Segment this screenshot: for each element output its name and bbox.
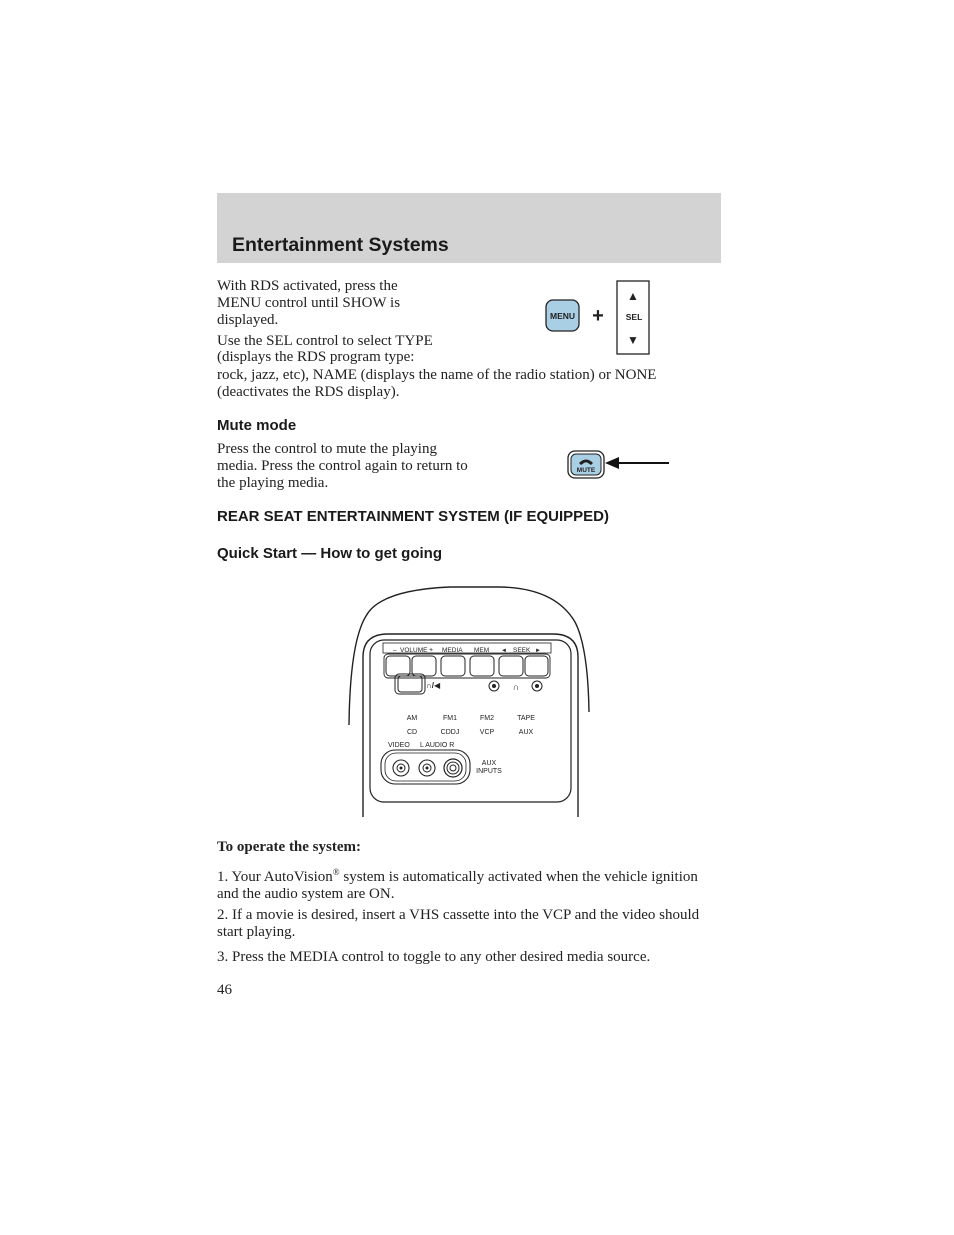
volume-label: VOLUME: [400, 647, 428, 654]
housing-outline: [349, 587, 589, 725]
pointer-arrow-head-icon: [605, 457, 619, 469]
mem-label: MEM: [474, 647, 490, 654]
aux-label: AUX: [518, 729, 534, 736]
rds-paragraph-2-rest: rock, jazz, etc), NAME (displays the name of the radio station) or NONE (deactivates the RDS display).: [217, 367, 657, 400]
menu-sel-illustration: [540, 278, 660, 358]
seek-label: SEEK: [513, 647, 531, 654]
volume-down-button: [386, 656, 410, 676]
mute-button-label: MUTE: [576, 467, 596, 474]
sel-up-arrow-icon: ▲: [627, 289, 639, 303]
cddj-label: CDDJ: [440, 729, 460, 736]
seek-back-button: [499, 656, 523, 676]
operate-step-2: 2. If a movie is desired, insert a VHS cassette into the VCP and the video should start playing.: [217, 907, 700, 940]
volume-up-button: [412, 656, 436, 676]
aux-inputs-label-2: INPUTS: [476, 768, 502, 775]
plus-sign: +: [592, 305, 604, 327]
headphone-jack-right-center: [535, 684, 539, 688]
mute-illustration: [565, 448, 675, 482]
video-label: VIDEO: [388, 742, 410, 749]
tape-label: TAPE: [517, 715, 535, 722]
sel-down-arrow-icon: ▼: [627, 333, 639, 347]
operate-step-1: [217, 864, 721, 903]
volume-plus-icon: +: [429, 647, 434, 654]
step-1-start: 1. Your AutoVision: [217, 869, 333, 885]
audio-right-jack-ring: [447, 762, 459, 774]
vcp-label: VCP: [479, 729, 495, 736]
quick-start-heading: Quick Start — How to get going: [217, 545, 442, 562]
headphone-icon: ∩: [512, 682, 520, 692]
panel-mute-button-bezel: [395, 674, 425, 694]
media-button: [441, 656, 465, 676]
mem-button: [470, 656, 494, 676]
aux-jack-bezel: [381, 750, 470, 784]
operate-step-3: 3. Press the MEDIA control to toggle to any other desired media source.: [217, 949, 651, 965]
audio-left-jack-center: [426, 767, 429, 770]
media-label: MEDIA: [442, 647, 463, 654]
section-header-band: [217, 193, 721, 263]
audio-label: L AUDIO R: [420, 742, 455, 749]
page-number: 46: [217, 982, 232, 998]
video-jack-center: [400, 767, 403, 770]
rear-seat-heading: REAR SEAT ENTERTAINMENT SYSTEM (IF EQUIPPED): [217, 508, 609, 525]
registered-mark: ®: [332, 867, 340, 877]
volume-minus-icon: –: [393, 647, 397, 654]
rds-paragraph-2-line-2: (displays the RDS program type:: [217, 349, 415, 365]
fm1-label: FM1: [443, 715, 457, 722]
aux-inputs-label-1: AUX: [481, 760, 497, 767]
rds-paragraph-2-line-1: Use the SEL control to select TYPE: [217, 333, 433, 349]
section-title: Entertainment Systems: [232, 234, 449, 256]
headphone-jack-left-center: [492, 684, 496, 688]
operate-heading: To operate the system:: [217, 839, 362, 855]
seek-forward-button: [525, 656, 548, 676]
seek-back-icon: ◄: [501, 648, 507, 654]
headphone-speaker-icon: ∩/◀: [426, 681, 441, 690]
cd-label: CD: [406, 729, 418, 736]
seek-forward-icon: ►: [535, 648, 541, 654]
menu-button-label: MENU: [549, 311, 576, 321]
audio-right-jack-inner: [450, 765, 456, 771]
fm2-label: FM2: [480, 715, 494, 722]
sel-label: SEL: [625, 312, 643, 322]
step-1-end: system is automatically activated when the vehicle ignition and the audio system are ON.: [217, 869, 698, 902]
mute-mode-text: Press the control to mute the playing media. Press the control again to return to the playing media.: [217, 441, 468, 491]
mute-mode-heading: Mute mode: [217, 417, 297, 434]
am-label: AM: [406, 715, 418, 722]
rds-paragraph-1: With RDS activated, press the MENU control until SHOW is displayed.: [217, 278, 401, 328]
rear-seat-control-panel-illustration: [340, 582, 600, 822]
